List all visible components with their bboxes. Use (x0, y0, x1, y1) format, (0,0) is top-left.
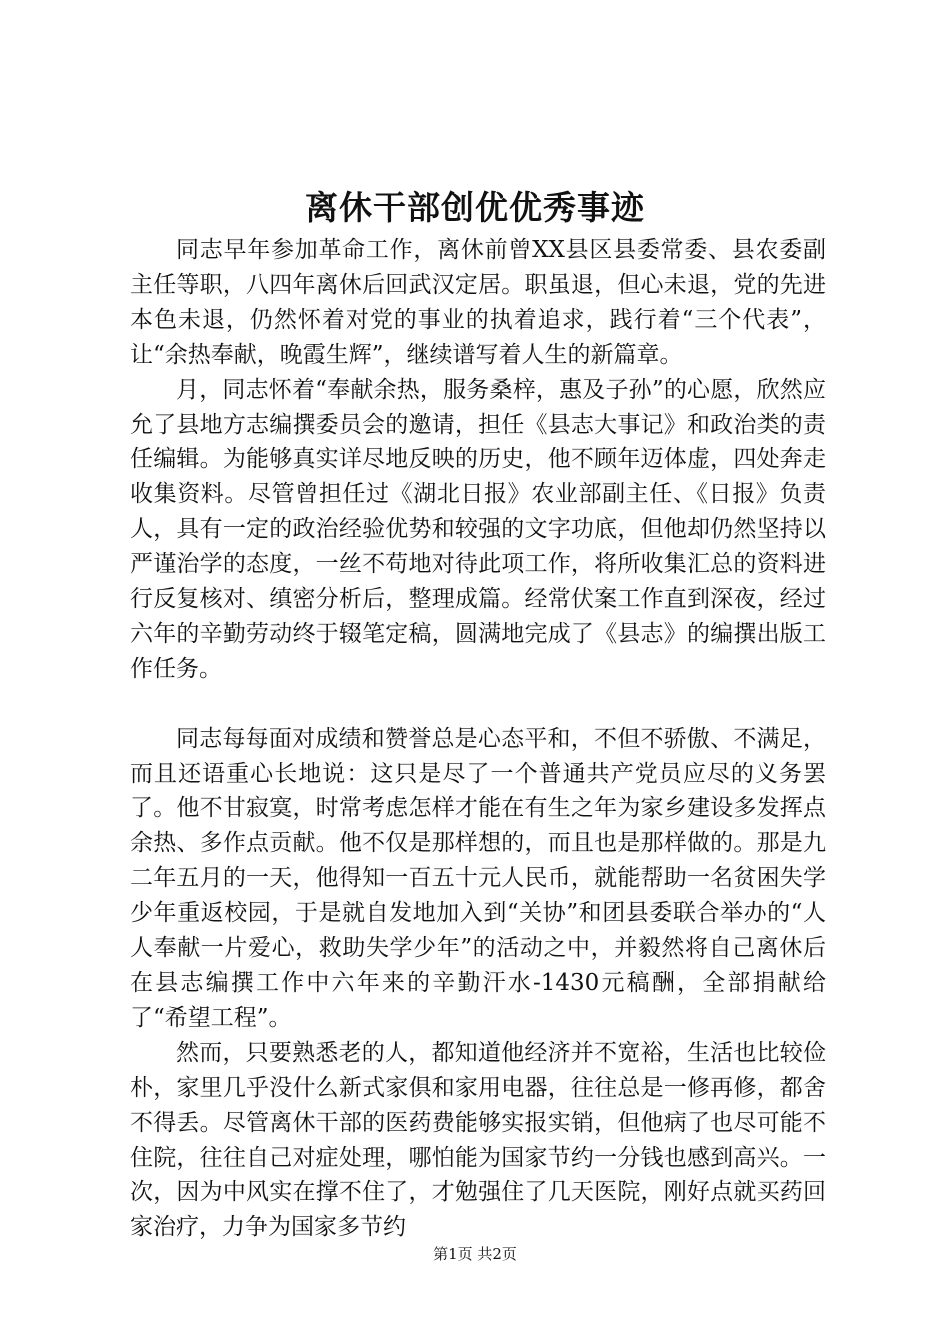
document-body (130, 233, 826, 1245)
paragraph-2: 月，同志怀着“奉献余热，服务桑梓，惠及子孙”的心愿，欣然应允了县地方志编撰委员会的邀请，担任《县志大事记》和政治类的责任编辑。为能够真实详尽地反映的历史，他不顾年迈体虚，四处奔走收集资料。尽管曾担任过《湖北日报》农业部副主任、《日报》负责人，具有一定的政治经验优势和较强的文字功底，但他却仍然坚持以严谨治学的态度，一丝不苟地对待此项工作，将所收集汇总的资料进行反复核对、缜密分析后，整理成篇。经常伏案工作直到深夜，经过六年的辛勤劳动终于辍笔定稿，圆满地完成了《县志》的编撰出版工作任务。 (130, 376, 826, 682)
page-footer: 第1页 共2页 (433, 1245, 517, 1263)
document-title: 离休干部创优优秀事迹 (305, 188, 645, 227)
paragraph-4: 然而，只要熟悉老的人，都知道他经济并不宽裕，生活也比较俭朴，家里几乎没什么新式家俱和家用电器，往往总是一修再修，都舍不得丢。尽管离休干部的医药费能够实报实销，但他病了也尽可能不住院，往往自己对症处理，哪怕能为国家节约一分钱也感到高兴。一次，因为中风实在撑不住了，才勉强住了几天医院，刚好点就买药回家治疗，力争为国家多节约 (130, 1039, 826, 1241)
paragraph-1: 同志早年参加革命工作，离休前曾XX县区县委常委、县农委副主任等职，八四年离休后回武汉定居。职虽退，但心未退，党的先进本色未退，仍然怀着对党的事业的执着追求，践行着“三个代表”，让“余热奉献，晚霞生辉”，继续谱写着人生的新篇章。 (130, 237, 826, 368)
paragraph-3: 同志每每面对成绩和赞誉总是心态平和，不但不骄傲、不满足，而且还语重心长地说：这只是尽了一个普通共产党员应尽的义务罢了。他不甘寂寞，时常考虑怎样才能在有生之年为家乡建设多发挥点余热、多作点贡献。他不仅是那样想的，而且也是那样做的。那是九二年五月的一天，他得知一百五十元人民币，就能帮助一名贫困失学少年重返校园，于是就自发地加入到“关协”和团县委联合举办的“人人奉献一片爱心，救助失学少年”的活动之中，并毅然将自己离休后在县志编撰工作中六年来的辛勤汗水-1430元稿酬，全部捐献给了“希望工程”。 (130, 725, 826, 1031)
